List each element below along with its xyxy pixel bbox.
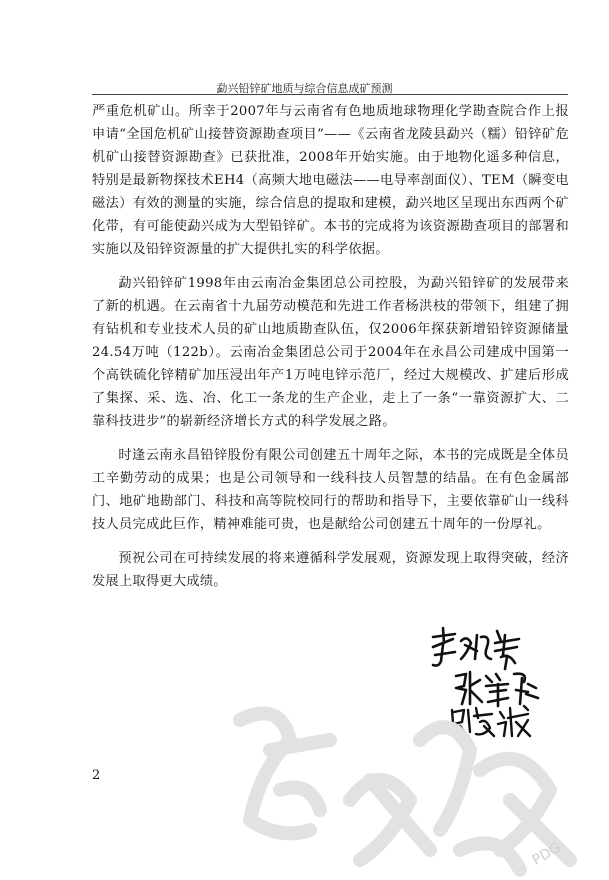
- page-number: 2: [92, 768, 101, 783]
- header-divider: [92, 94, 568, 95]
- paragraph-1: 严重危机矿山。所幸于2007年与云南省有色地质地球物理化学勘查院合作上报申请“全国危机矿山接替资源勘查项目”——《云南省龙陵县勐兴（糯）铅锌矿危机矿山接替资源勘查》已获批准，2008年开始实施。由于地物化遥多种信息，特别是最新物探技术EH4（高频大地电磁法——电导率剖面仪）、TEM（瞬变电磁法）有效的测量的实施，综合信息的提取和建模，勐兴地区呈现出东西两个矿化带，有可能使勐兴成为大型铅锌矿。本书的完成将为该资源勘查项目的部署和实施以及铅锌资源量的扩大提供扎实的科学依据。: [92, 104, 569, 257]
- running-header: 勐兴铅锌矿地质与综合信息成矿预测: [216, 82, 393, 95]
- watermark-seal: [220, 680, 600, 880]
- watermark-text: PDG: [529, 839, 564, 869]
- paragraph-3: 时逢云南永昌铅锌股份有限公司创建五十周年之际，本书的完成既是全体员工辛勤劳动的成果；也是公司领导和一线科技人员智慧的结晶。在有色金属部门、地矿地勘部门、科技和高等院校同行的帮助和指导下，主要依靠矿山一线科技人员完成此巨作，精神难能可贵，也是献给公司创建五十周年的一份厚礼。: [92, 448, 569, 532]
- paragraph-2: 勐兴铅锌矿1998年由云南冶金集团总公司控股，为勐兴铅锌矿的发展带来了新的机遇。在云南省十九届劳动模范和先进工作者杨洪枝的带领下，组建了拥有钻机和专业技术人员的矿山地质勘查队伍，仅2006年探获新增铅锌资源储量24.54万吨（122b）。云南冶金集团总公司于2004年在永昌公司建成中国第一个高铁硫化锌精矿加压浸出年产1万吨电锌示范厂，经过大规模改、扩建后形成了集探、采、选、冶、化工一条龙的生产企业，走上了一条“一靠资源扩大、二靠科技进步”的崭新经济增长方式的科学发展之路。: [92, 276, 569, 429]
- main-text: [92, 100, 569, 593]
- signature-li-ruchun: [425, 625, 525, 673]
- paragraph-4: 预祝公司在可持续发展的将来遵循科学发展观，资源发现上取得突破，经济发展上取得更大成绩。: [92, 551, 569, 589]
